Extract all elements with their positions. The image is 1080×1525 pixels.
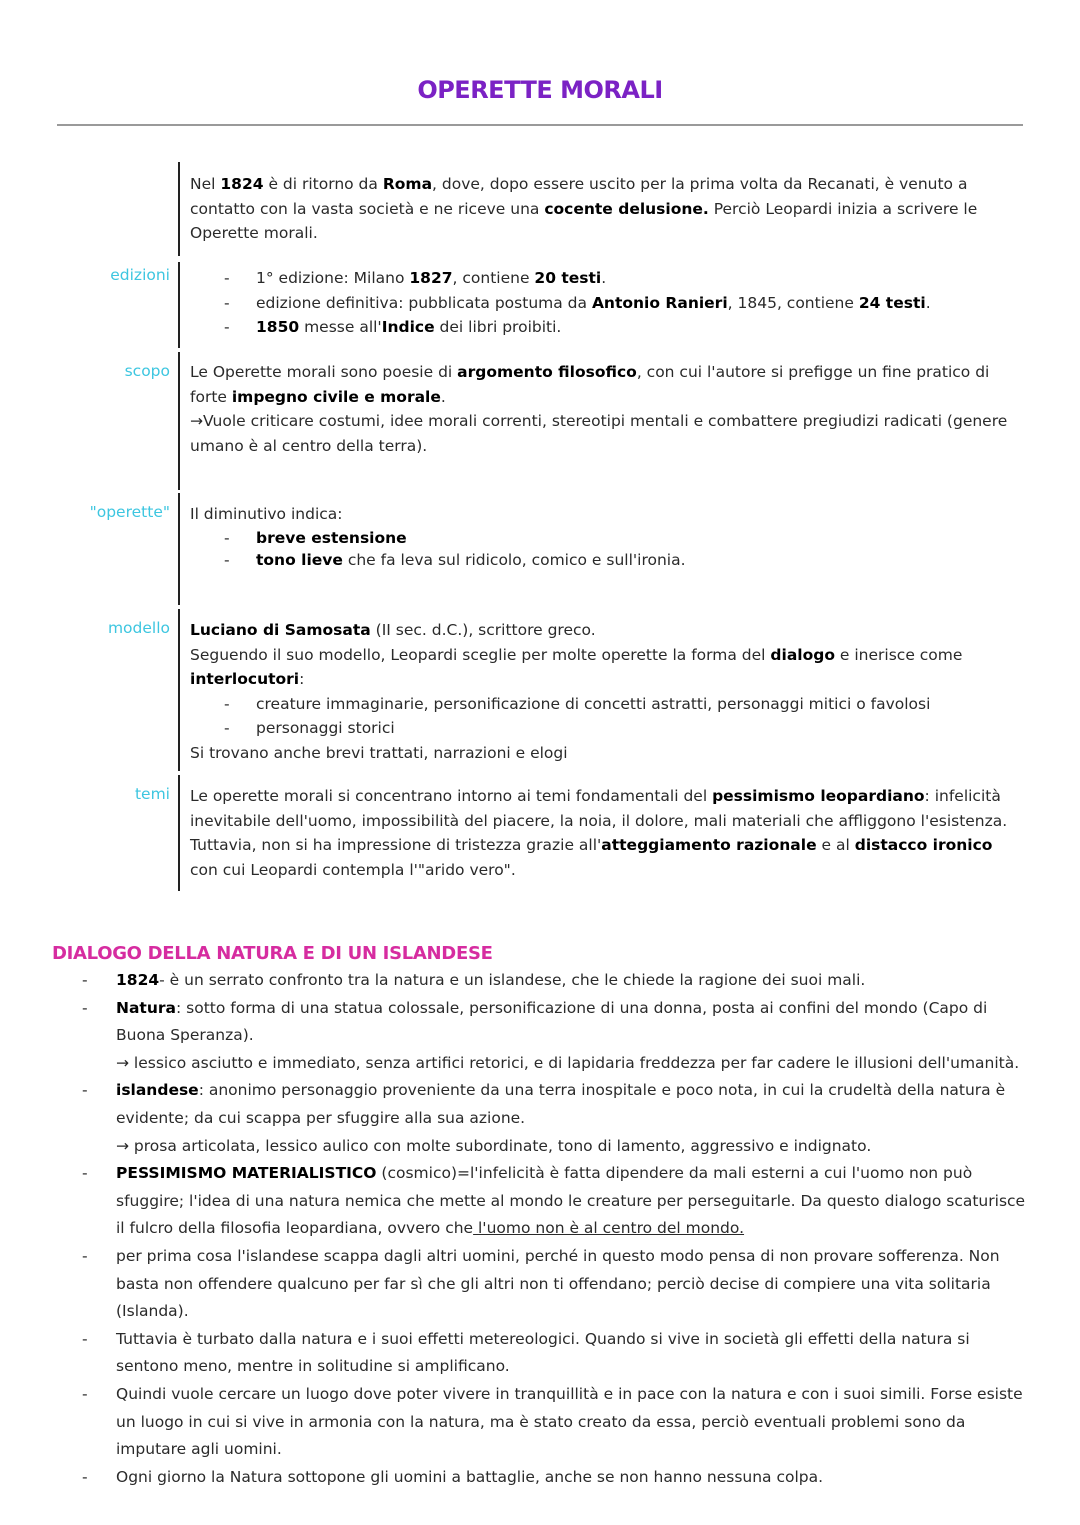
list-item: - 1° edizione: Milano 1827, contiene 20 testi. <box>224 266 1020 291</box>
title-divider <box>57 124 1023 126</box>
section-bar <box>178 775 180 891</box>
dialogo-heading: DIALOGO DELLA NATURA E DI UN ISLANDESE <box>52 943 493 964</box>
page-title: OPERETTE MORALI <box>417 76 663 104</box>
label-operette: "operette" <box>89 503 170 521</box>
label-temi: temi <box>134 785 170 803</box>
section-bar <box>178 262 180 348</box>
temi-text: Le operette morali si concentrano intorno ai temi fondamentali del pessimismo leopardiano: infelicità inevitabile dell'uomo, impossibilità del piacere, la noia, il dolore, mali materiali che affliggono l'esistenza. Tuttavia, non si ha impressione di tristezza grazie all'atteggiamento razionale e al distacco ironico con cui Leopardi contempla l'"arido vero". <box>190 787 1008 879</box>
list-item: - tono lieve che fa leva sul ridicolo, comico e sull'ironia. <box>224 549 1020 571</box>
section-bar <box>178 162 180 256</box>
list-item: - creature immaginarie, personificazione di concetti astratti, personaggi mitici o favolosi <box>224 692 1020 717</box>
section-bar <box>178 352 180 490</box>
intro-text: Nel 1824 è di ritorno da Roma, dove, dopo essere uscito per la prima volta da Recanati, è venuto a contatto con la vasta società e ne riceve una cocente delusione. Perciò Leopardi inizia a scrivere le Operette morali. <box>190 175 978 242</box>
list-item: - Natura: sotto forma di una statua colossale, personificazione di una donna, posta ai confini del mondo (Capo di Buona Speranza). → lessico asciutto e immediato, senza artifici retorici, e di lapidaria freddezza per far cadere le illusioni dell'umanità. <box>82 995 1032 1078</box>
list-item: - per prima cosa l'islandese scappa dagli altri uomini, perché in questo modo pensa di non provare sofferenza. Non basta non offendere qualcuno per far sì che gli altri non ti offendano; perciò decise di compiere una vita solitaria (Islanda). <box>82 1243 1032 1326</box>
modello-text: Luciano di Samosata (II sec. d.C.), scrittore greco. Seguendo il suo modello, Leopardi sceglie per molte operette la forma del dialogo e inerisce come interlocutori: - creature immaginarie, personificazione di concetti astratti, personaggi mitici o favolosi - personaggi storici Si trovano anche brevi trattati, narrazioni e elogi <box>190 618 1020 765</box>
dialogo-list <box>82 967 1032 1491</box>
list-item: - edizione definitiva: pubblicata postuma da Antonio Ranieri, 1845, contiene 24 testi. <box>224 291 1020 316</box>
list-item: - Quindi vuole cercare un luogo dove poter vivere in tranquillità e in pace con la natura e con i suoi simili. Forse esiste un luogo in cui si vive in armonia con la natura, ma è stato creato da essa, perciò eventuali problemi sono da imputare agli uomini. <box>82 1381 1032 1464</box>
list-item: - PESSIMISMO MATERIALISTICO (cosmico)=l'infelicità è fatta dipendere da mali esterni a cui l'uomo non può sfuggire; l'idea di una natura nemica che mette al mondo le creature per perseguitarle. Da questo dialogo scaturisce il fulcro della filosofia leopardiana, ovvero che l'uomo non è al centro del mondo. <box>82 1160 1032 1243</box>
list-item: - Tuttavia è turbato dalla natura e i suoi effetti metereologici. Quando si vive in società gli effetti della natura si sentono meno, mentre in solitudine si amplificano. <box>82 1326 1032 1381</box>
list-item: - Ogni giorno la Natura sottopone gli uomini a battaglie, anche se non hanno nessuna colpa. <box>82 1464 1032 1492</box>
list-item: - 1824- è un serrato confronto tra la natura e un islandese, che le chiede la ragione dei suoi mali. <box>82 967 1032 995</box>
list-item: - 1850 messe all'Indice dei libri proibiti. <box>224 315 1020 340</box>
list-item: - breve estensione <box>224 527 1020 549</box>
section-bar <box>178 493 180 605</box>
list-item: - personaggi storici <box>224 716 1020 741</box>
label-edizioni: edizioni <box>110 266 170 284</box>
edizioni-list <box>190 266 1020 340</box>
operette-text: Il diminutivo indica: - breve estensione - tono lieve che fa leva sul ridicolo, comico e sull'ironia. <box>190 502 1020 571</box>
label-modello: modello <box>107 619 170 637</box>
label-scopo: scopo <box>124 362 170 380</box>
scopo-text: Le Operette morali sono poesie di argomento filosofico, con cui l'autore si prefigge un fine pratico di forte impegno civile e morale. →Vuole criticare costumi, idee morali correnti, stereotipi mentali e combattere pregiudizi radicati (genere umano è al centro della terra). <box>190 363 1008 455</box>
list-item: - islandese: anonimo personaggio proveniente da una terra inospitale e poco nota, in cui la crudeltà della natura è evidente; da cui scappa per sfuggire alla sua azione. → prosa articolata, lessico aulico con molte subordinate, tono di lamento, aggressivo e indignato. <box>82 1077 1032 1160</box>
section-bar <box>178 609 180 771</box>
